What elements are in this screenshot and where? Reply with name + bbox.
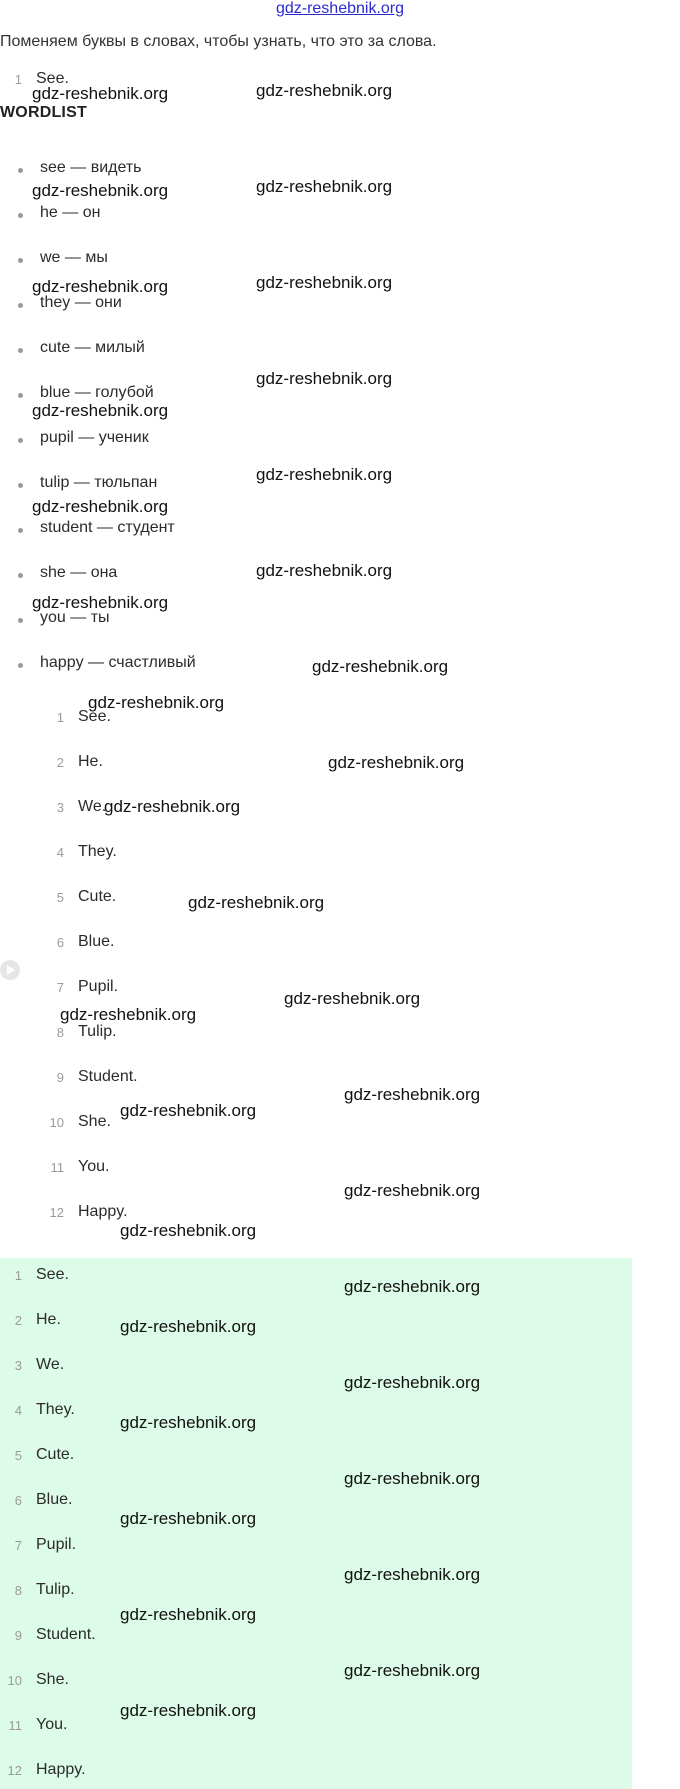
item-text: We. — [78, 798, 107, 815]
list-item — [42, 1068, 342, 1090]
bullet-icon — [18, 573, 23, 578]
answer-text: Student. — [36, 1626, 96, 1643]
item-text: Blue. — [78, 933, 115, 950]
answer-text: She. — [36, 1671, 69, 1688]
answer-item — [0, 1446, 300, 1468]
watermark: gdz-reshebnik.org — [344, 1181, 481, 1200]
watermark: gdz-reshebnik.org — [256, 273, 393, 292]
item-text: She. — [78, 1113, 111, 1130]
watermark: gdz-reshebnik.org — [328, 753, 465, 772]
answer-text: See. — [36, 1266, 69, 1283]
list-item — [42, 843, 342, 865]
watermark: gdz-reshebnik.org — [344, 1277, 481, 1296]
answer-text: You. — [36, 1716, 68, 1733]
answer-text: Blue. — [36, 1491, 73, 1508]
answer-number: 8 — [14, 1583, 22, 1598]
item-text: He. — [78, 753, 103, 770]
site-link[interactable]: gdz-reshebnik.org — [275, 0, 405, 17]
item-number: 4 — [56, 845, 64, 860]
item-number: 11 — [50, 1160, 64, 1175]
watermark: gdz-reshebnik.org — [256, 369, 393, 388]
wordlist-heading: WORDLIST — [0, 104, 87, 121]
bullet-icon — [18, 618, 23, 623]
answer-item — [0, 1536, 300, 1558]
wordlist-text: pupil — ученик — [40, 429, 149, 446]
answer-number: 12 — [7, 1763, 22, 1778]
wordlist-text: she — она — [40, 564, 118, 581]
wordlist-text: blue — голубой — [40, 384, 154, 401]
item-text: You. — [78, 1158, 110, 1175]
watermark: gdz-reshebnik.org — [344, 1469, 481, 1488]
watermark: gdz-reshebnik.org — [256, 465, 393, 484]
watermark: gdz-reshebnik.org — [344, 1085, 481, 1104]
item-text: Pupil. — [78, 978, 119, 995]
answer-number: 9 — [14, 1628, 22, 1643]
bullet-icon — [18, 213, 23, 218]
item-number: 8 — [56, 1025, 64, 1040]
watermark: gdz-reshebnik.org — [312, 657, 449, 676]
answer-number: 5 — [14, 1448, 22, 1463]
watermark: gdz-reshebnik.org — [120, 1413, 257, 1432]
watermark: gdz-reshebnik.org — [120, 1221, 257, 1240]
watermark: gdz-reshebnik.org — [32, 84, 169, 103]
item-number: 1 — [56, 710, 64, 725]
wordlist-text: you — ты — [40, 609, 110, 626]
bullet-icon — [18, 168, 23, 173]
watermark: gdz-reshebnik.org — [32, 401, 169, 420]
watermark: gdz-reshebnik.org — [104, 797, 241, 816]
item-text: See. — [78, 708, 111, 725]
answer-item — [0, 1761, 300, 1783]
answer-number: 1 — [14, 1268, 22, 1283]
item-text: Tulip. — [78, 1023, 117, 1040]
watermark: gdz-reshebnik.org — [256, 561, 393, 580]
bullet-icon — [18, 393, 23, 398]
list-item — [42, 1158, 342, 1180]
answer-number: 10 — [7, 1673, 22, 1688]
watermark: gdz-reshebnik.org — [188, 893, 325, 912]
item-text: Happy. — [78, 1203, 128, 1220]
intro-text: Поменяем буквы в словах, чтобы узнать, что это за слова. — [0, 33, 437, 50]
wordlist-text: happy — счастливый — [40, 654, 196, 671]
answer-number: 2 — [14, 1313, 22, 1328]
bullet-icon — [18, 483, 23, 488]
task-number: 1 — [14, 72, 22, 87]
wordlist-text: they — они — [40, 294, 122, 311]
wordlist-text: see — видеть — [40, 159, 142, 176]
answer-item — [0, 1671, 300, 1693]
list-item — [42, 1023, 342, 1045]
answer-text: Happy. — [36, 1761, 86, 1778]
item-text: Cute. — [78, 888, 117, 905]
wordlist-text: we — мы — [40, 249, 108, 266]
item-text: They. — [78, 843, 117, 860]
answer-text: Cute. — [36, 1446, 75, 1463]
answer-number: 4 — [14, 1403, 22, 1418]
watermark: gdz-reshebnik.org — [120, 1317, 257, 1336]
watermark: gdz-reshebnik.org — [120, 1605, 257, 1624]
item-number: 2 — [56, 755, 64, 770]
answer-item — [0, 1356, 300, 1378]
watermark: gdz-reshebnik.org — [256, 81, 393, 100]
item-number: 6 — [56, 935, 64, 950]
watermark: gdz-reshebnik.org — [60, 1005, 197, 1024]
answer-text: They. — [36, 1401, 75, 1418]
play-icon[interactable] — [0, 960, 20, 980]
answer-number: 6 — [14, 1493, 22, 1508]
bullet-icon — [18, 348, 23, 353]
watermark: gdz-reshebnik.org — [120, 1509, 257, 1528]
answer-text: He. — [36, 1311, 61, 1328]
bullet-icon — [18, 438, 23, 443]
item-text: Student. — [78, 1068, 138, 1085]
item-number: 9 — [56, 1070, 64, 1085]
watermark: gdz-reshebnik.org — [284, 989, 421, 1008]
bullet-icon — [18, 303, 23, 308]
watermark: gdz-reshebnik.org — [344, 1373, 481, 1392]
item-number: 10 — [49, 1115, 64, 1130]
task-text: See. — [36, 70, 69, 87]
watermark: gdz-reshebnik.org — [32, 497, 169, 516]
answer-item — [0, 1581, 300, 1603]
wordlist-text: he — он — [40, 204, 101, 221]
item-number: 5 — [56, 890, 64, 905]
bullet-icon — [18, 663, 23, 668]
watermark: gdz-reshebnik.org — [344, 1565, 481, 1584]
answer-item — [0, 1626, 300, 1648]
answer-number: 7 — [14, 1538, 22, 1553]
wordlist-text: student — студент — [40, 519, 175, 536]
answer-number: 3 — [14, 1358, 22, 1373]
answer-item — [0, 1266, 300, 1288]
list-item — [42, 933, 342, 955]
item-number: 7 — [56, 980, 64, 995]
answer-text: Pupil. — [36, 1536, 77, 1553]
answer-number: 11 — [8, 1718, 22, 1733]
item-number: 12 — [49, 1205, 64, 1220]
bullet-icon — [18, 258, 23, 263]
answer-text: We. — [36, 1356, 65, 1373]
wordlist-text: cute — милый — [40, 339, 145, 356]
item-number: 3 — [56, 800, 64, 815]
answer-box — [0, 1258, 632, 1789]
wordlist-text: tulip — тюльпан — [40, 474, 158, 491]
watermark: gdz-reshebnik.org — [344, 1661, 481, 1680]
watermark: gdz-reshebnik.org — [120, 1101, 257, 1120]
bullet-icon — [18, 528, 23, 533]
watermark: gdz-reshebnik.org — [32, 593, 169, 612]
list-item — [42, 753, 342, 775]
watermark: gdz-reshebnik.org — [120, 1701, 257, 1720]
watermark: gdz-reshebnik.org — [32, 181, 169, 200]
watermark: gdz-reshebnik.org — [32, 277, 169, 296]
watermark: gdz-reshebnik.org — [256, 177, 393, 196]
answer-text: Tulip. — [36, 1581, 75, 1598]
watermark: gdz-reshebnik.org — [88, 693, 225, 712]
